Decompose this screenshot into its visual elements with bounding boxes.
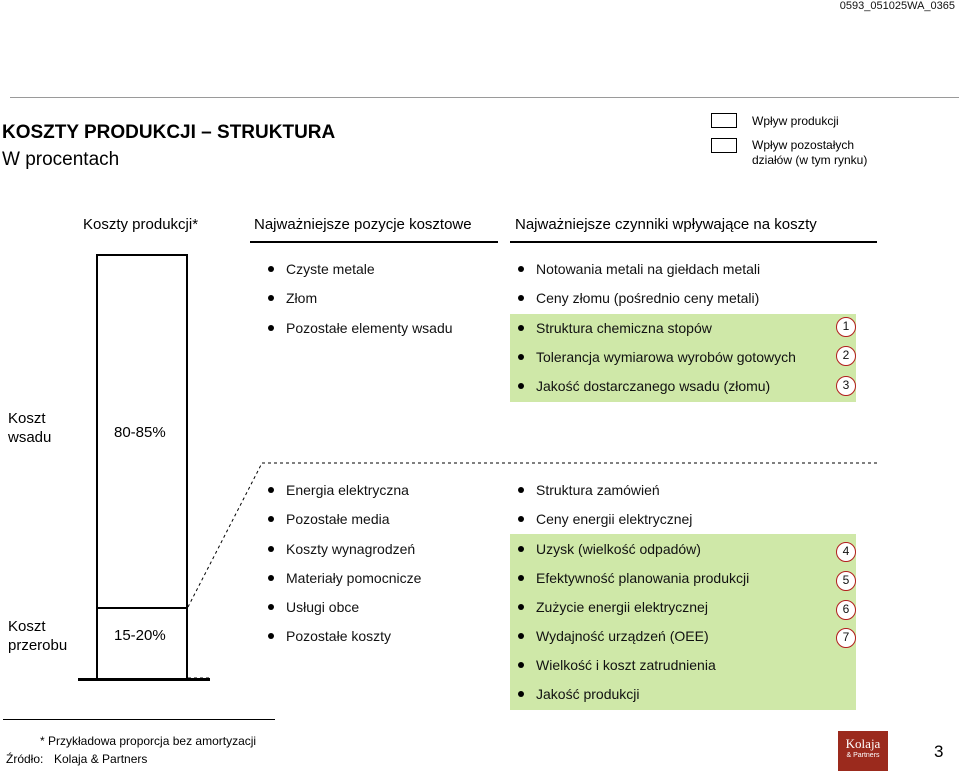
bullet-icon (518, 633, 524, 639)
logo-name: Kolaja (845, 736, 881, 751)
position-item: Koszty wynagrodzeń (268, 541, 415, 557)
bullet-icon (518, 662, 524, 668)
factor-item: Efektywność planowania produkcji (518, 570, 749, 586)
position-item: Energia elektryczna (268, 482, 409, 498)
factor-item: Tolerancja wymiarowa wyrobów gotowych (518, 349, 796, 365)
bullet-icon (518, 383, 524, 389)
position-item: Złom (268, 290, 317, 306)
segment-label-processing-line2: przerobu (8, 637, 68, 654)
bullet-icon (268, 604, 274, 610)
factor-badge: 1 (836, 317, 856, 337)
factor-item: Zużycie energii elektrycznej (518, 599, 708, 615)
factor-item: Struktura chemiczna stopów (518, 320, 712, 336)
factor-item: Notowania metali na giełdach metali (518, 261, 760, 277)
factor-item: Uzysk (wielkość odpadów) (518, 541, 701, 557)
factor-item: Wielkość i koszt zatrudnienia (518, 657, 716, 673)
bullet-icon (518, 266, 524, 272)
header-factors: Najważniejsze czynniki wpływające na koszty (515, 216, 817, 233)
factor-badge: 4 (836, 542, 856, 562)
bullet-icon (268, 325, 274, 331)
bullet-icon (518, 354, 524, 360)
factor-badge: 3 (836, 376, 856, 396)
bullet-icon (268, 516, 274, 522)
bullet-icon (518, 325, 524, 331)
bar-label-processing: 15-20% (114, 627, 166, 644)
factor-item: Ceny energii elektrycznej (518, 511, 692, 527)
segment-label-materials-line2: wsadu (8, 429, 52, 446)
legend-label-other-line1: Wpływ pozostałych (752, 138, 855, 152)
source-value: Kolaja & Partners (54, 752, 148, 766)
company-logo (838, 731, 888, 771)
bullet-icon (518, 546, 524, 552)
bullet-icon (518, 516, 524, 522)
bar-label-materials: 80-85% (114, 424, 166, 441)
document-id: 0593_051025WA_0365 (839, 0, 955, 12)
bullet-icon (268, 633, 274, 639)
page-subtitle: W procentach (2, 149, 120, 170)
bullet-icon (268, 546, 274, 552)
logo-sub: & Partners (846, 752, 880, 759)
factor-item: Jakość dostarczanego wsadu (złomu) (518, 378, 770, 394)
segment-label-materials-line1: Koszt (8, 410, 46, 427)
bullet-icon (268, 575, 274, 581)
bullet-icon (518, 487, 524, 493)
position-item: Materiały pomocnicze (268, 570, 421, 586)
factor-badge: 5 (836, 571, 856, 591)
bullet-icon (518, 691, 524, 697)
legend-label-production: Wpływ produkcji (752, 114, 839, 128)
factor-badge: 6 (836, 600, 856, 620)
source-label: Źródło: (6, 752, 44, 766)
factor-item: Struktura zamówień (518, 482, 660, 498)
bullet-icon (518, 604, 524, 610)
connector-upper-line (188, 463, 262, 607)
footnote-divider (3, 719, 275, 720)
page-number: 3 (934, 742, 944, 761)
position-item: Pozostałe elementy wsadu (268, 320, 453, 336)
page-title: KOSZTY PRODUKCJI – STRUKTURA (2, 122, 336, 143)
bullet-icon (268, 487, 274, 493)
segment-label-processing-line1: Koszt (8, 618, 46, 635)
legend-label-other-line2: działów (w tym rynku) (752, 153, 868, 167)
header-costs: Koszty produkcji* (83, 216, 199, 233)
factor-badge: 2 (836, 346, 856, 366)
bullet-icon (518, 295, 524, 301)
production-zone-processing (510, 534, 856, 710)
position-item: Czyste metale (268, 261, 375, 277)
position-item: Pozostałe koszty (268, 628, 391, 644)
factor-item: Jakość produkcji (518, 686, 640, 702)
bullet-icon (518, 575, 524, 581)
bullet-icon (268, 266, 274, 272)
header-positions: Najważniejsze pozycje kosztowe (254, 216, 472, 233)
footnote: * Przykładowa proporcja bez amortyzacji (40, 734, 257, 748)
position-item: Usługi obce (268, 599, 359, 615)
position-item: Pozostałe media (268, 511, 390, 527)
factor-badge: 7 (836, 628, 856, 648)
bullet-icon (268, 295, 274, 301)
factor-item: Wydajność urządzeń (OEE) (518, 628, 709, 644)
factor-item: Ceny złomu (pośrednio ceny metali) (518, 290, 759, 306)
